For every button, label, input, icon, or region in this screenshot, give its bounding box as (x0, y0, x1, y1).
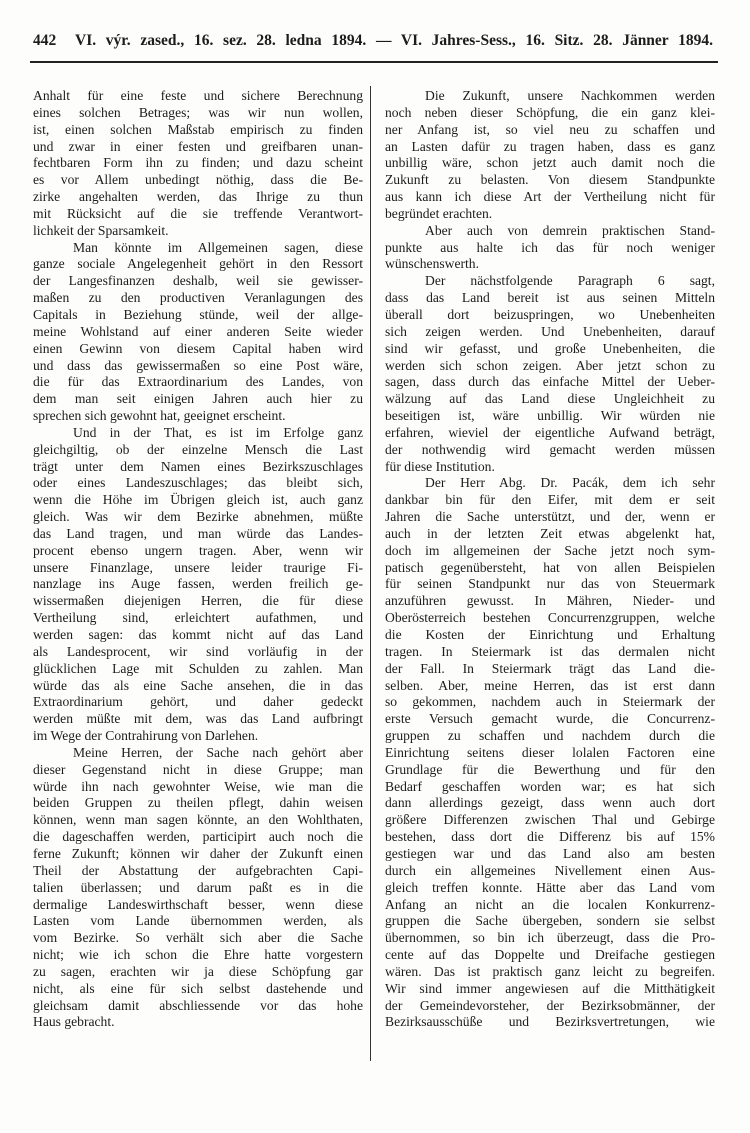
text-line: der Gemeindevorsteher, der Bezirksobmänner, der (385, 997, 715, 1013)
text-line: nicht; wie ich schon die Ehre hatte vorgestern (33, 947, 363, 963)
text-line: sind wir gefasst, und große Unebenheiten, die (385, 340, 715, 356)
right-column (385, 88, 715, 1031)
text-line: oder eines Landeszuschlages; das bleibt sich, (33, 475, 363, 491)
text-line: erfahren, wieviel der eigentliche Aufwand beträgt, (385, 424, 715, 440)
text-line: sprechen sich gewohnt hat, geeignet erscheint. (33, 408, 286, 424)
text-line: ner Anfang ist, so viel neu zu schaffen und (385, 121, 715, 137)
text-line: überall dort beizuspringen, wo Unebenheiten (385, 306, 715, 322)
text-line: Man könnte im Allgemeinen sagen, diese (73, 239, 363, 255)
text-line: Wir sind immer angewiesen auf die Mitthätigkeit (385, 980, 715, 996)
text-line: würde das als eine Sache ansehen, die in das (33, 677, 363, 693)
text-line: Aber auch von demrein praktischen Stand- (425, 222, 715, 238)
text-line: Haus gebracht. (33, 1014, 115, 1030)
column-divider (370, 86, 371, 1061)
text-line: Bezirksausschüße und Bezirksvertretungen, wie (385, 1014, 715, 1030)
text-line: Vertheilung sind, erleichtert aufathmen, und (33, 610, 363, 626)
text-line: aus kann ich diese Art der Vertheilung nicht für (385, 189, 715, 205)
text-line: einen Gewinn von diesem Capital haben wird (33, 340, 363, 356)
text-line: begründet erachten. (385, 205, 493, 221)
text-line: doch im allgemeinen der Sache jetzt noch sym- (385, 542, 715, 558)
text-line: Capitals in Beziehung stünde, weil der allge- (33, 306, 363, 322)
text-line: werden sich schon zeigen. Aber jetzt schon zu (385, 357, 715, 373)
text-line: nanzlage ins Auge fassen, werden freilich ge- (33, 576, 363, 592)
text-line: ganze sociale Angelegenheit gehört in den Ressort (33, 256, 363, 272)
text-line: wälzung auf das Land diese Ungleichheit zu (385, 391, 715, 407)
text-line: Bedarf geschaffen worden war; es hat sich (385, 778, 715, 794)
text-line: würde ihn nach gewohnter Weise, wie man die (33, 778, 363, 794)
text-line: Jahren die Sache unterstützt, und der, wenn er (385, 509, 715, 525)
text-line: dann allerdings gezeigt, dass wenn auch dort (385, 795, 715, 811)
text-line: für seinen Standpunkt nur das von Steuermark (385, 576, 715, 592)
text-line: werden sagen: das kommt nicht auf das Land (33, 627, 363, 642)
text-line: beiden Gruppen zu theilen pflegt, dahin weisen (33, 795, 363, 811)
text-line: unbillig wäre, schon jetzt auch damit noch die (385, 155, 715, 171)
text-line: an Lasten dafür zu tragen haben, dass es ganz (385, 138, 715, 154)
text-line: noch neben dieser Schöpfung, die ein ganz klei- (385, 104, 715, 120)
text-line: die dageschaffen werden, participirt auch noch die (33, 829, 363, 845)
text-line: die für das Extraordinarium des Landes, von (33, 374, 363, 390)
text-line: zirke angehalten werden, das Ihrige zu thun (33, 189, 363, 205)
text-line: größere Differenzen zwischen Thal und Gebirge (385, 812, 715, 828)
text-line: werden müßte mit dem, was das Land aufbringt (33, 711, 363, 727)
text-line: gleich treffen konnte. Hätte aber das Land vom (385, 879, 715, 895)
text-line: maßen zu den productiven Veranlagungen des (33, 290, 363, 306)
text-line: Lasten vom Lande übernommen werden, als (33, 913, 363, 929)
text-line: unsere Finanzlage, unsere leider traurige Fi- (33, 559, 363, 575)
text-line: Meine Herren, der Sache nach gehört aber (73, 744, 363, 760)
text-line: Zukunft zu belasten. Von diesem Standpunkte (385, 172, 715, 188)
text-line: dem man seit einigen Jahren auch hier zu (33, 391, 363, 407)
text-line: dermalige Landeswirthschaft besser, wenn diese (33, 896, 363, 912)
text-line: dieser Gegenstand nicht in diese Gruppe; man (33, 761, 363, 777)
running-header (33, 32, 713, 54)
text-line: mit Rücksicht auf die sie treffende Verantwort- (33, 205, 363, 221)
text-line: procent ebenso ungern tragen. Aber, wenn wir (33, 542, 363, 558)
text-line: das Land tragen, und man würde das Landes- (33, 525, 363, 541)
text-line: können, wenn man sagen könnte, an den Wohlthaten, (33, 812, 363, 828)
text-line: ist, einen solchen Maßstab empirisch zu finden (33, 121, 363, 137)
text-line: meine Wohlstand auf einer anderen Seite wieder (33, 323, 363, 339)
text-line: nicht, als eine für sich selbst dastehende und (33, 980, 363, 996)
text-line: der Fall. In Steiermark trägt das Land die- (385, 660, 715, 676)
text-line: selben. Aber, meine Herren, das ist erst dann (385, 677, 715, 693)
text-line: dass das Land bereit ist aus seinen Mitteln (385, 290, 715, 306)
text-line: dankbar bin für den Eifer, mit dem er seit (385, 492, 715, 508)
text-line: trägt unter dem Namen eines Bezirkszuschlages (33, 458, 363, 474)
text-line: der nothwendig wird gemacht werden müssen (385, 441, 715, 457)
text-line: im Wege der Contrahirung von Darlehen. (33, 728, 259, 744)
text-line: und dass das gewissermaßen so eine Post wäre, (33, 357, 363, 373)
text-line: Anfang an nicht an die localen Konkurrenz- (385, 896, 715, 912)
text-line: gestiegen war und das Land also am besten (385, 845, 715, 861)
running-title: VI. výr. zased., 16. sez. 28. ledna 1894. — VI. Jahres-Sess., 16. Sitz. 28. Jänner 1894. (75, 32, 713, 49)
text-line: für diese Institution. (385, 458, 495, 474)
text-line: Der nächstfolgende Paragraph 6 sagt, (425, 273, 715, 289)
text-line: gleichgiltig, ob der einzelne Mensch die Last (33, 441, 363, 457)
text-line: die Kosten der Einrichtung und Erhaltung (385, 627, 715, 642)
text-line: Und in der That, es ist im Erfolge ganz (73, 424, 363, 440)
left-column (33, 88, 363, 1031)
text-line: lichkeit der Sparsamkeit. (33, 222, 169, 238)
text-line: und zwar in einer festen und greifbaren unan- (33, 138, 363, 154)
text-line: sich zeigen werden. Und Unebenheiten, darauf (385, 323, 715, 339)
text-line: durch ein allgemeines Nivellement einen Aus- (385, 862, 715, 878)
text-line: gleichsam damit abschliessende vor das hohe (33, 997, 363, 1013)
text-line: gruppen die Sache übergeben, sondern sie selbst (385, 913, 715, 929)
text-line: Die Zukunft, unsere Nachkommen werden (425, 88, 715, 103)
text-line: zu sagen, erachten wir ja diese Schöpfung gar (33, 963, 363, 979)
text-line: gleich. Was wir dem Bezirke abnehmen, müßte (33, 509, 363, 525)
text-line: Extraordinarium gehört, und daher gedeckt (33, 694, 363, 710)
text-line: Theil der Abstattung der aufgebrachten Capi- (33, 862, 363, 878)
text-line: talien überlassen; und darum paßt es in die (33, 879, 363, 895)
text-line: gruppen zu schaffen und nachdem durch die (385, 728, 715, 744)
text-line: patisch gegenübersteht, hat von allen Beispielen (385, 559, 715, 575)
text-line: cente auf das Doppelte und Dreifache gestiegen (385, 947, 715, 963)
text-line: Der Herr Abg. Dr. Pacák, dem ich sehr (425, 475, 715, 491)
text-line: fechtbaren Form ihn zu finden; und dazu scheint (33, 155, 363, 171)
text-line: beseitigen ist, wäre unbillig. Wir würden nie (385, 408, 715, 424)
text-line: der Langesfinanzen deshalb, weil sie gewisser- (33, 273, 363, 289)
text-line: wünschenswerth. (385, 256, 480, 272)
text-line: glücklichen Lage mit Schulden zu zahlen. Man (33, 660, 363, 676)
text-line: wissermaßen diejenigen Herren, die für diese (33, 593, 363, 609)
text-line: wenn die Höhe im Übrigen gleich ist, auch ganz (33, 492, 363, 508)
text-line: sagen, dass durch das einfache Mittel der Ueber- (385, 374, 715, 390)
text-line: Einrichtung seitens dieser lolalen Factoren eine (385, 744, 715, 760)
text-line: Anhalt für eine feste und sichere Berechnung (33, 88, 363, 103)
text-line: Grundlage für die Bewerthung und für den (385, 761, 715, 777)
text-line: so gekommen, nachdem auch in Steiermark der (385, 694, 715, 710)
text-line: punkte aus halte ich das für noch weniger (385, 239, 715, 255)
page-number: 442 (33, 32, 57, 49)
text-line: vom Bezirke. So verhält sich aber die Sache (33, 930, 363, 946)
header-rule (30, 61, 718, 63)
text-line: bestehen, dass dort die Differenz bis auf 15% (385, 829, 715, 845)
text-line: erste Versuch gemacht wurde, die Concurrenz- (385, 711, 715, 727)
text-line: eines solchen Betrages; was wir nun wollen, (33, 104, 363, 120)
text-line: anzuführen gewusst. In Mähren, Nieder- und (385, 593, 715, 609)
text-line: übernommen, so bin ich überzeugt, dass die Pro- (385, 930, 715, 946)
text-line: wären. Das ist praktisch ganz leicht zu begreifen. (385, 963, 715, 979)
text-line: es vor Allem unbedingt nöthig, dass die Be- (33, 172, 363, 188)
text-line: tragen. In Steiermark ist das dermalen nicht (385, 643, 715, 659)
text-line: auch in der letzten Zeit etwas abgelenkt hat, (385, 525, 715, 541)
text-line: ferne Zukunft; können wir daher der Zukunft einen (33, 845, 363, 861)
text-line: Oberösterreich bestehen Concurrenzgruppen, welche (385, 610, 715, 626)
text-line: als Landesprocent, wir sind vorläufig in der (33, 643, 363, 659)
